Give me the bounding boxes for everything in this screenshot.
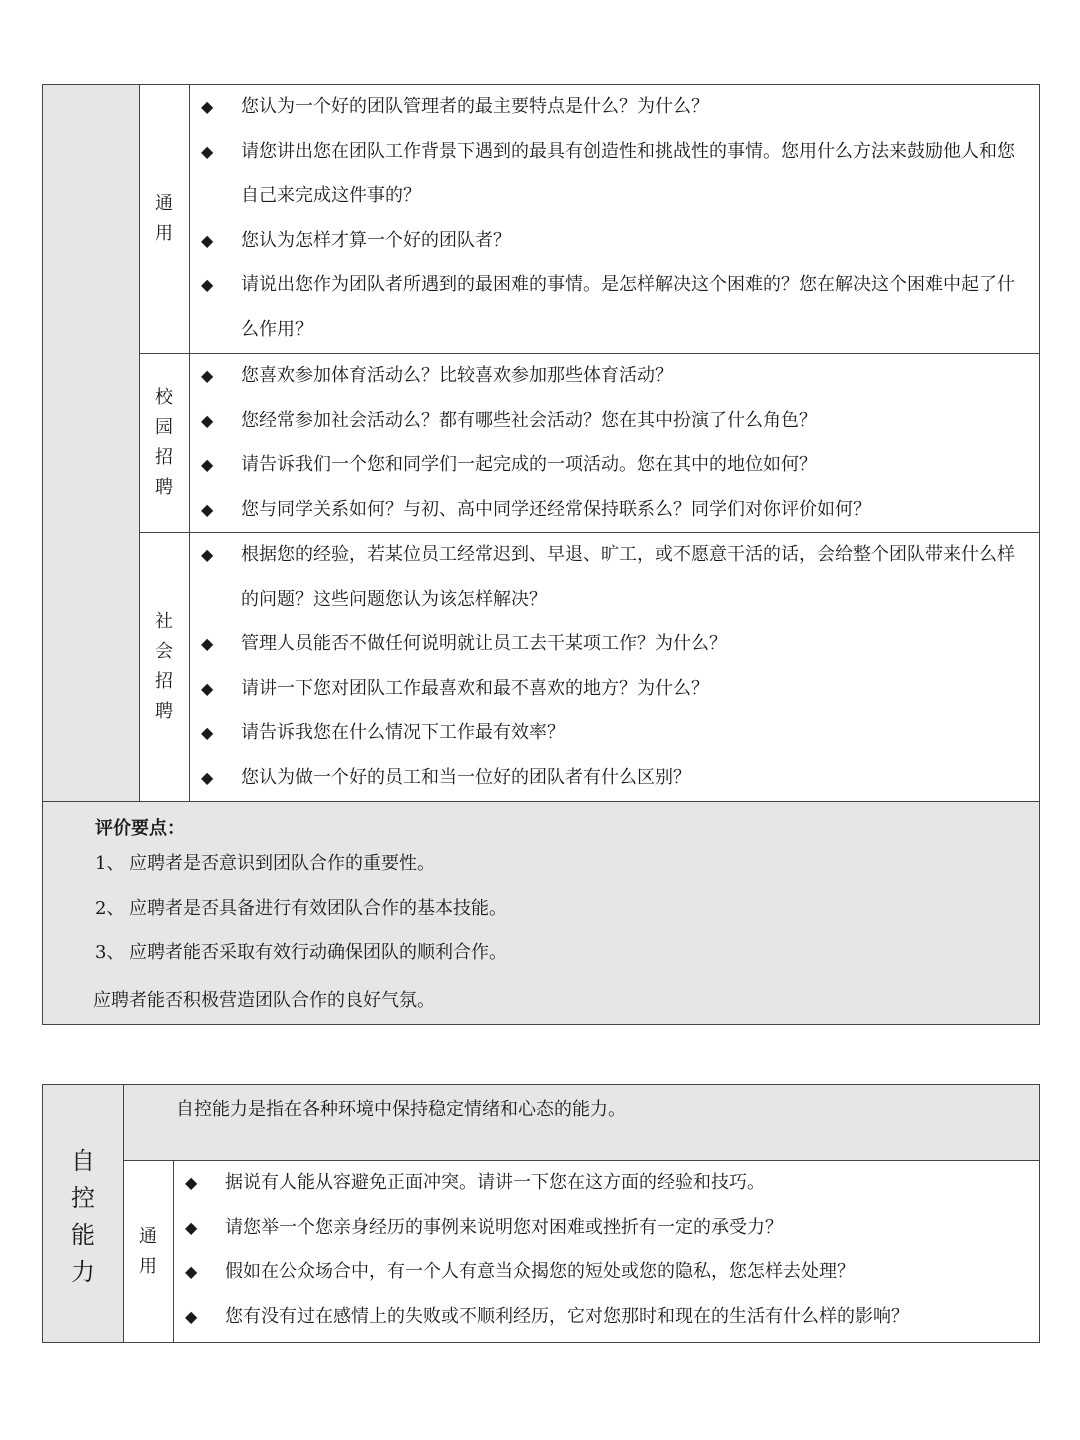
diamond-bullet-icon: ◆ [201,366,214,385]
diamond-bullet-icon: ◆ [185,1262,198,1281]
evaluation-point: 1、 应聘者是否意识到团队合作的重要性。 [95,853,435,874]
question-item: ◆ 假如在公众场合中，有一个人有意当众揭您的短处或您的隐私，您怎样去处理？ [173,1250,1039,1295]
diamond-bullet-icon: ◆ [201,230,214,250]
evaluation-points [95,842,507,976]
definition-text: 自控能力是指在各种环境中保持稳定情绪和心态的能力。 [176,1099,626,1120]
diamond-bullet-icon: ◆ [185,1306,198,1326]
question-item: ◆ 管理人员能否不做任何说明就让员工去干某项工作？为什么？ [189,622,1039,667]
social-question-list [189,533,1039,800]
question-item: ◆ 请讲一下您对团队工作最喜欢和最不喜欢的地方？为什么？ [189,667,1039,712]
evaluation-extra-note: 应聘者能否积极营造团队合作的良好气氛。 [93,990,435,1011]
general-question-list [189,85,1039,352]
diamond-bullet-icon: ◆ [201,455,214,474]
diamond-bullet-icon: ◆ [201,634,214,653]
section-label-social: 社 会 招 聘 [155,611,173,722]
question-item: ◆ 请您举一个您亲身经历的事例来说明您对困难或挫折有一定的承受力？ [173,1206,1039,1251]
selfcontrol-interview-table [42,1084,1040,1343]
question-item: ◆ 请您讲出您在团队工作背景下遇到的最具有创造性和挑战性的事情。您用什么方法来鼓励他人和您自己来完成这件事的？ [189,130,1039,219]
section-label-campus: 校 园 招 聘 [155,387,173,498]
question-item: ◆ 您有没有过在感情上的失败或不顺利经历，它对您那时和现在的生活有什么样的影响？ [173,1295,1039,1340]
evaluation-title: 评价要点： [95,818,185,839]
section-label-general: 通 用 [139,1226,157,1277]
evaluation-point: 2、 应聘者是否具备进行有效团队合作的基本技能。 [95,897,507,919]
category-label-selfcontrol: 自 控 能 力 [71,1147,95,1286]
diamond-bullet-icon: ◆ [201,141,214,161]
diamond-bullet-icon: ◆ [201,723,214,742]
diamond-bullet-icon: ◆ [201,545,214,564]
selfcontrol-question-list [173,1161,1039,1339]
diamond-bullet-icon: ◆ [201,767,214,787]
question-item: ◆ 您认为怎样才算一个好的团队者？ [189,219,1039,264]
question-item: ◆ 请告诉我们一个您和同学们一起完成的一项活动。您在其中的地位如何？ [189,443,1039,488]
question-item: ◆ 您认为做一个好的员工和当一位好的团队者有什么区别？ [189,756,1039,801]
evaluation-point: 3、 应聘者能否采取有效行动确保团队的顺利合作。 [95,942,507,963]
diamond-bullet-icon: ◆ [201,97,214,116]
section-label-general: 通 用 [155,193,173,244]
teamwork-interview-table [42,84,1040,1025]
campus-question-list [189,354,1039,532]
question-item: ◆ 您与同学关系如何？与初、高中同学还经常保持联系么？同学们对你评价如何？ [189,488,1039,533]
definition-row [124,1085,1039,1160]
question-item: ◆ 您喜欢参加体育活动么？比较喜欢参加那些体育活动？ [189,354,1039,399]
question-item: ◆ 请说出您作为团队者所遇到的最困难的事情。是怎样解决这个困难的？您在解决这个困难中起了什么作用？ [189,263,1039,352]
question-item: ◆ 您认为一个好的团队管理者的最主要特点是什么？为什么？ [189,85,1039,130]
diamond-bullet-icon: ◆ [185,1217,198,1237]
evaluation-block [43,802,1039,1024]
category-column [43,85,139,801]
question-item: ◆ 您经常参加社会活动么？都有哪些社会活动？您在其中扮演了什么角色？ [189,399,1039,444]
question-item: ◆ 据说有人能从容避免正面冲突。请讲一下您在这方面的经验和技巧。 [173,1161,1039,1206]
question-item: ◆ 根据您的经验，若某位员工经常迟到、早退、旷工，或不愿意干活的话，会给整个团队带来什么样的问题？这些问题您认为该怎样解决？ [189,533,1039,622]
diamond-bullet-icon: ◆ [201,275,214,294]
diamond-bullet-icon: ◆ [201,410,214,430]
diamond-bullet-icon: ◆ [201,678,214,698]
question-item: ◆ 请告诉我您在什么情况下工作最有效率？ [189,711,1039,756]
diamond-bullet-icon: ◆ [185,1173,198,1192]
diamond-bullet-icon: ◆ [201,499,214,519]
